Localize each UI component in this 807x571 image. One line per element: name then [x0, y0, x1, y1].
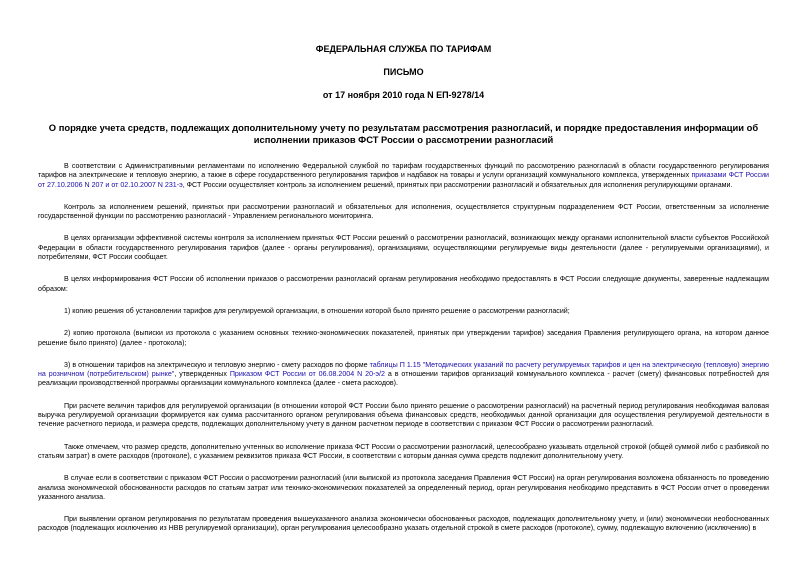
- paragraph: При расчете величин тарифов для регулируемой организации (в отношении которой ФСТ России было принято решение о рассмотрении разногласий) на расчетный период регулирования необходимая валовая выручка регулируемой организации формируется как сумма рассчитанного органом регулирования объема финансовых средств, необходимых данной организации для осуществления регулируемой деятельности в течение расчетного периода, и размера средств, подлежащих дополнительному учету в данном расчетном периоде в соответствии с приказом ФСТ России о рассмотрении разногласий.: [38, 401, 769, 429]
- paragraph-text: , ФСТ России осуществляет контроль за исполнением решений, принятых при рассмотрении разногласий и обязательных для исполнения регулирующими органами.: [182, 180, 733, 189]
- paragraph-text: , утвержденных: [174, 370, 230, 379]
- document-title: О порядке учета средств, подлежащих дополнительному учету по результатам рассмотрения разногласий, и порядке предоставления информации об исполнении приказов ФСТ России о рассмотрении разногласий: [48, 122, 759, 145]
- paragraph: При выявлении органом регулирования по результатам проведения вышеуказанного анализа экономически обоснованных расходов, подлежащих дополнительному учету, и (или) экономически необоснованных расходов (подлежащих исключению из НВВ регулируемой организации), орган регулирования целесообразно указать отдельной строкой в смете расходов (протоколе), сумму, подлежащую включению (исключению) в: [38, 515, 769, 533]
- list-item: [38, 361, 769, 389]
- agency-name: ФЕДЕРАЛЬНАЯ СЛУЖБА ПО ТАРИФАМ: [315, 44, 492, 54]
- paragraph-text: 3) в отношении тарифов на электрическую и тепловую энергию - смету расходов по форме: [64, 360, 370, 369]
- methodology-table-link[interactable]: таблицы П 1.15 "Методических указаний по расчету регулируемых тарифов и цен на электрическую (тепловую) энергию на розничном (потребительском) рынке": [38, 360, 769, 379]
- document-type: ПИСЬМО: [383, 67, 424, 77]
- order-link[interactable]: приказами ФСТ России от 27.10.2006 N 207 и от 02.10.2007 N 231-э: [38, 171, 769, 189]
- paragraph: Также отмечаем, что размер средств, дополнительно учтенных во исполнение приказа ФСТ России о рассмотрении разногласий, целесообразно указывать отдельной строкой (общей суммой либо с разбивкой по статьям затрат) в смете расходов (протоколе), с указанием реквизитов приказа ФСТ России, в соответствии с которым данная сумма средств подлежит дополнительному учету.: [38, 442, 769, 460]
- list-item: 1) копию решения об установлении тарифов для регулируемой организации, в отношении которой было принято решение о рассмотрении разногласий;: [64, 306, 570, 315]
- paragraph: В случае если в соответствии с приказом ФСТ России о рассмотрении разногласий (или выпиской из протокола заседания Правления ФСТ России) на орган регулирования возложена обязанность по проведению анализа экономической обоснованности расходов по статьям затрат или технико-экономических показателей за определенный период, орган регулирования необходимо представить в ФСТ России отчет о проведении указанного анализа.: [38, 474, 769, 501]
- document-body: [38, 162, 769, 547]
- paragraph: В целях информирования ФСТ России об исполнении приказов о рассмотрении разногласий органам регулирования необходимо предоставлять в ФСТ России следующие документы, заверенные надлежащим образом:: [38, 275, 769, 293]
- paragraph-text: а в отношении тарифов организаций коммунального комплекса - расчет (смету) финансовых потребностей для реализации производственной программы организации коммунального комплекса (далее - смета расходов).: [38, 370, 769, 388]
- paragraph-text: В соответствии с Административными регламентами по исполнению Федеральной службой по тарифам государственных функций по рассмотрению разногласий в области государственного регулирования тарифов на электрические и тепловую энергию, а также в сфере государственного регулирования тарифов и надбавок на товары и услуги организаций коммунального комплекса, утвержденных: [38, 162, 769, 180]
- paragraph: [38, 162, 769, 190]
- paragraph: Контроль за исполнением решений, принятых при рассмотрении разногласий и обязательных для исполнения, осуществляется структурным подразделением ФСТ России, ответственным за исполнение государственной функции по рассмотрению разногласий - Управлением регионального мониторинга.: [38, 202, 769, 221]
- list-item: 2) копию протокола (выписки из протокола с указанием основных технико-экономических показателей, принятых при утверждении тарифов) заседания Правления регулирующего органа, на котором данное решение было принято) (далее - протокола);: [38, 329, 769, 347]
- order-link[interactable]: Приказом ФСТ России от 06.08.2004 N 20-э/2: [229, 370, 385, 379]
- document-date-number: от 17 ноября 2010 года N ЕП-9278/14: [322, 90, 485, 100]
- paragraph: В целях организации эффективной системы контроля за исполнением принятых ФСТ России решений о рассмотрении разногласий, возникающих между органами исполнительной власти субъектов Российской Федерации в области государственного регулирования тарифов (далее - органы регулирования), организациями, осуществляющими регулируемые виды деятельности (далее - регулируемыми организациями), и потребителями, ФСТ России сообщает.: [38, 234, 769, 262]
